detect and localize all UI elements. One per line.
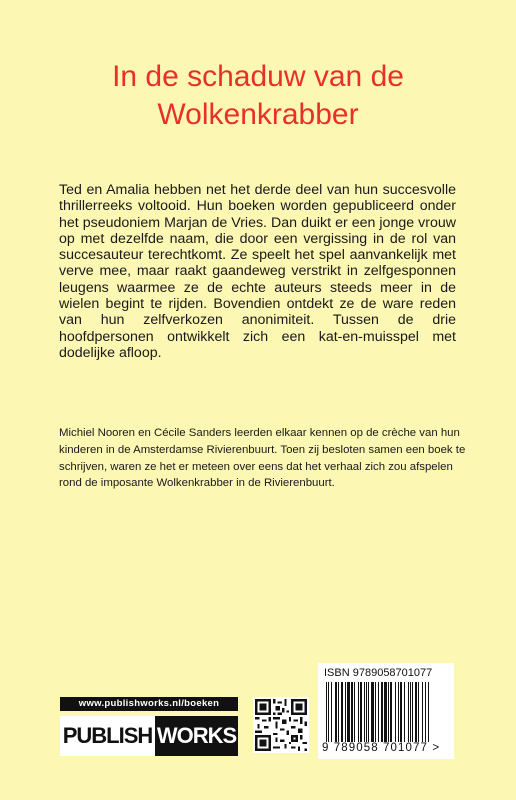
publisher-logo-left: PUBLISH	[60, 716, 155, 756]
qr-code-icon	[253, 697, 309, 753]
author-bio: Michiel Nooren en Cécile Sanders leerden elkaar kennen op de crèche van hun kinderen in de Amsterdamse Rivierenbuurt. Toen zij besloten samen een boek te schrijven, waren ze het er meteen over eens dat het verhaal zich zou afspelen rond de imposante Wolkenkrabber in de Rivierenbuurt.	[59, 427, 466, 490]
blurb-text: Ted en Amalia hebben net het derde deel van hun succesvolle thrillerreeks voltooid. Hun boeken worden gepubliceerd onder het pseudoniem Marjan de Vries. Dan duikt er een jonge vrouw op met dezelfde naam, die door een vergissing in de rol van succesauteur terechtkomt. Ze speelt het spel aanvankelijk met verve mee, maar raakt gaandeweg verstrikt in zelfgesponnen leugens waarmee ze de echte auteurs steeds meer in de wielen begint te rijden. Bovendien ontdekt ze de ware reden van hun zelfverkozen anonimiteit. Tussen de drie hoofdpersonen ontwikkelt zich een kat-en-muisspel met dodelijke afloop.	[59, 182, 456, 361]
isbn-barcode	[318, 663, 454, 759]
book-title-line-2: Wolkenkrabber	[157, 98, 359, 131]
publisher-url: www.publishworks.nl/boeken	[60, 697, 238, 711]
isbn-label: ISBN 9789058701077	[324, 667, 433, 679]
publisher-logo-right: WORKS	[155, 716, 238, 756]
book-title-line-1: In de schaduw van de	[112, 60, 404, 93]
book-title	[0, 58, 516, 134]
publisher-logo	[60, 716, 238, 756]
ean-digits: 9 789058 701077 >	[322, 742, 441, 754]
barcode-icon	[326, 682, 444, 744]
